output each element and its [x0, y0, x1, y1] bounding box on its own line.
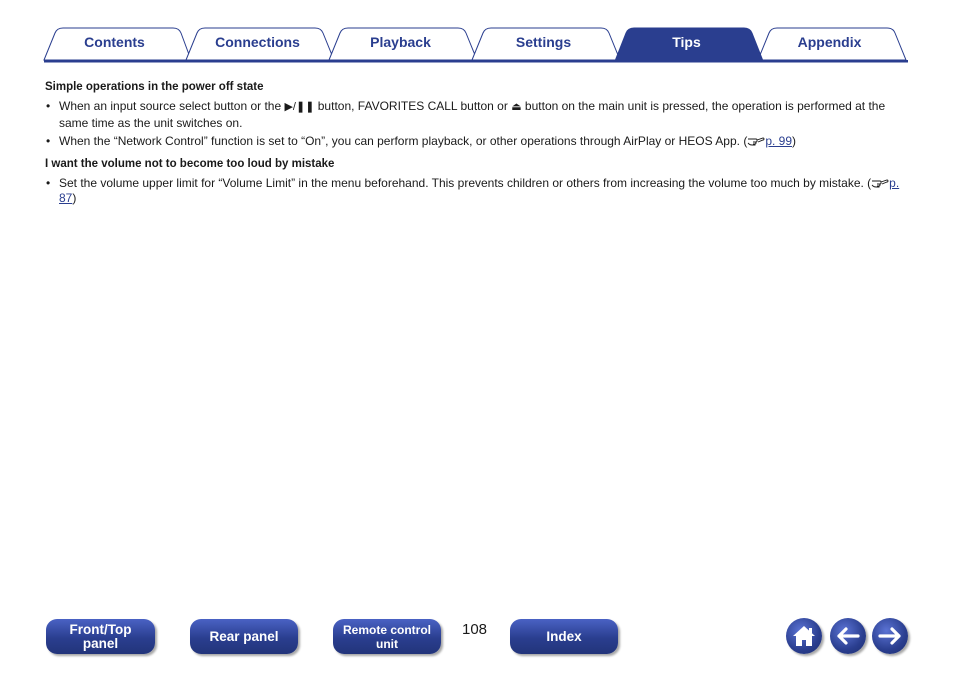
button-label: Front/Top [69, 621, 132, 637]
button-label: Index [546, 628, 582, 644]
bullet-text: When the “Network Control” function is set to “On”, you can perform playback, or other operations through AirPlay or HEOS App. ( [59, 134, 748, 148]
bullet-text: Set the volume upper limit for “Volume Limit” in the menu beforehand. This prevents children or others from increasing the volume too much by mistake. ( [59, 175, 872, 190]
section-heading-volume: I want the volume not to become too loud by mistake [45, 157, 335, 170]
front-top-panel-button[interactable] [46, 619, 155, 654]
back-button[interactable] [830, 618, 866, 654]
button-label: Remote control [342, 622, 431, 637]
eject-symbol: ⏏ [511, 101, 522, 113]
index-button[interactable] [510, 619, 618, 654]
bullet-list-volume [45, 176, 910, 207]
play-pause-symbol: ▶/❚❚ [284, 101, 315, 113]
bullet-text: button on the main unit is pressed, the operation is performed at the same time as the unit switches on. [59, 99, 886, 130]
button-label: unit [375, 636, 398, 651]
page-content [45, 80, 910, 210]
button-label: Rear panel [209, 628, 279, 644]
tab-contents[interactable]: Contents [84, 34, 145, 50]
page-ref-link[interactable]: p. 99 [765, 134, 793, 148]
bullet-text: ) [792, 134, 797, 148]
pointing-hand-icon [747, 135, 765, 146]
forward-button[interactable] [872, 618, 908, 654]
list-item [45, 176, 910, 207]
back-arrow-icon [830, 618, 866, 654]
pointing-hand-icon [871, 177, 889, 188]
section-heading-power-off: Simple operations in the power off state [45, 81, 264, 93]
tab-baseline [44, 60, 908, 63]
tab-settings[interactable]: Settings [515, 34, 572, 50]
tab-bar [0, 0, 954, 64]
bullet-text: ) [72, 191, 77, 205]
rear-panel-button[interactable] [190, 619, 298, 654]
list-item [45, 134, 910, 150]
page-number: 108 [462, 621, 488, 638]
bullet-text: When an input source select button or the [59, 99, 285, 113]
tab-tips[interactable]: Tips [672, 34, 701, 50]
bullet-text: button, FAVORITES CALL button or [314, 99, 512, 113]
remote-control-unit-button[interactable] [333, 619, 441, 654]
tab-connections[interactable]: Connections [215, 34, 300, 50]
forward-arrow-icon [872, 618, 908, 654]
home-icon [786, 618, 822, 654]
home-button[interactable] [786, 618, 822, 654]
list-item [45, 99, 910, 131]
page-ref-link[interactable]: p. 87 [59, 175, 900, 205]
bullet-list-power-off [45, 99, 910, 150]
button-label: panel [82, 635, 119, 651]
tab-appendix[interactable]: Appendix [797, 34, 862, 50]
tab-playback[interactable]: Playback [370, 34, 431, 50]
